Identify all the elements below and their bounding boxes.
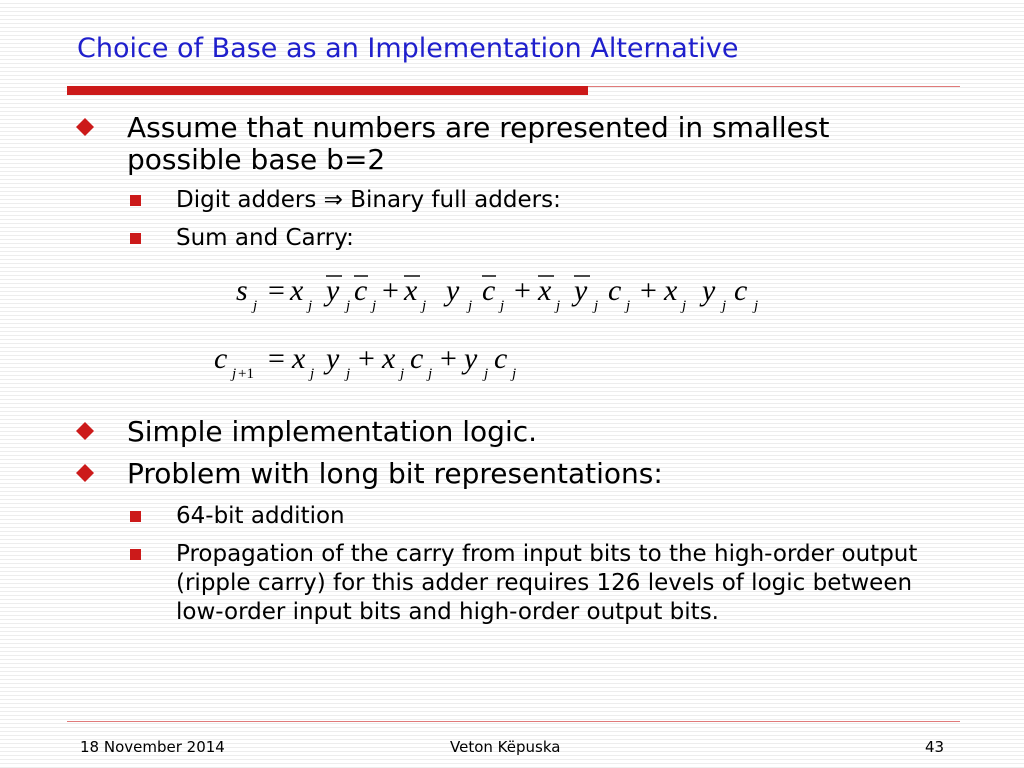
- svg-text:j: j: [310, 366, 315, 382]
- svg-text:=: =: [268, 274, 285, 307]
- svg-text:+: +: [358, 342, 375, 375]
- slide-title: Choice of Base as an Implementation Alternative: [77, 33, 739, 64]
- svg-text:c: c: [608, 274, 622, 307]
- svg-text:+: +: [440, 342, 457, 375]
- svg-text:=: =: [268, 342, 285, 375]
- sum-formula: [236, 270, 776, 320]
- footer-date: 18 November 2014: [80, 738, 225, 756]
- subbullet-text: Sum and Carry:: [176, 225, 354, 251]
- svg-text:+: +: [514, 274, 531, 307]
- subbullet-ripple-carry: [130, 540, 950, 660]
- svg-text:j: j: [722, 298, 727, 314]
- svg-text:y: y: [326, 342, 340, 375]
- svg-text:x: x: [404, 274, 418, 307]
- svg-text:j: j: [754, 298, 759, 314]
- subbullet-text: Digit adders ⇒ Binary full adders:: [176, 187, 561, 213]
- bullet-long-bit-problem: [76, 458, 936, 492]
- svg-text:y: y: [446, 274, 460, 307]
- svg-text:j: j: [308, 298, 313, 314]
- bullet-text: Problem with long bit representations:: [127, 457, 663, 490]
- diamond-bullet-icon: [76, 422, 94, 440]
- bullet-simple-logic: [76, 416, 936, 450]
- svg-text:j: j: [626, 298, 631, 314]
- subbullet-sum-carry: [130, 224, 950, 253]
- svg-text:j: j: [468, 298, 473, 314]
- footer-author: Veton Këpuska: [450, 738, 561, 756]
- svg-text:j: j: [428, 366, 433, 382]
- svg-text:+: +: [382, 274, 399, 307]
- carry-formula: [214, 340, 574, 390]
- square-bullet-icon: [130, 549, 141, 560]
- svg-text:j: j: [346, 366, 351, 382]
- svg-text:y: y: [702, 274, 716, 307]
- svg-text:x: x: [290, 274, 304, 307]
- square-bullet-icon: [130, 195, 141, 206]
- svg-text:c: c: [410, 342, 424, 375]
- bullet-text: Simple implementation logic.: [127, 415, 538, 448]
- svg-text:+1: +1: [238, 366, 254, 382]
- subbullet-text: 64-bit addition: [176, 503, 345, 529]
- svg-text:j: j: [422, 298, 427, 314]
- svg-text:j: j: [400, 366, 405, 382]
- bullet-text: Assume that numbers are represented in smallest possible base b=2: [127, 111, 830, 176]
- subbullet-digit-adders: [130, 186, 950, 215]
- svg-text:y: y: [574, 274, 588, 307]
- square-bullet-icon: [130, 233, 141, 244]
- svg-text:c: c: [734, 274, 748, 307]
- square-bullet-icon: [130, 511, 141, 522]
- subbullet-64bit: [130, 502, 950, 531]
- svg-text:j: j: [346, 298, 351, 314]
- diamond-bullet-icon: [76, 464, 94, 482]
- title-underline-thin: [588, 86, 960, 87]
- svg-text:j: j: [372, 298, 377, 314]
- title-underline-red: [67, 86, 588, 95]
- svg-text:j: j: [484, 366, 489, 382]
- svg-text:x: x: [292, 342, 306, 375]
- svg-text:c: c: [494, 342, 508, 375]
- svg-text:c: c: [482, 274, 496, 307]
- svg-text:j: j: [500, 298, 505, 314]
- svg-text:s: s: [236, 274, 248, 307]
- svg-text:c: c: [354, 274, 368, 307]
- svg-text:j: j: [512, 366, 517, 382]
- svg-text:c: c: [214, 342, 228, 375]
- svg-text:j: j: [253, 298, 258, 314]
- svg-text:j: j: [232, 366, 237, 382]
- svg-text:x: x: [664, 274, 678, 307]
- sum-formula-graphic: [236, 270, 776, 320]
- svg-text:j: j: [682, 298, 687, 314]
- svg-text:y: y: [464, 342, 478, 375]
- carry-formula-graphic: [214, 340, 574, 390]
- diamond-bullet-icon: [76, 118, 94, 136]
- svg-text:x: x: [538, 274, 552, 307]
- bullet-assume-base: [76, 112, 936, 178]
- svg-text:+: +: [640, 274, 657, 307]
- svg-text:y: y: [326, 274, 340, 307]
- subbullet-text: Propagation of the carry from input bits to the high-order output (ripple carry) for this adder requires 126 levels of logic between low-order input bits and high-order output bits.: [176, 541, 918, 625]
- footer-page-number: 43: [925, 738, 945, 756]
- svg-text:x: x: [382, 342, 396, 375]
- svg-text:j: j: [556, 298, 561, 314]
- footer-rule: [67, 721, 960, 722]
- svg-text:j: j: [594, 298, 599, 314]
